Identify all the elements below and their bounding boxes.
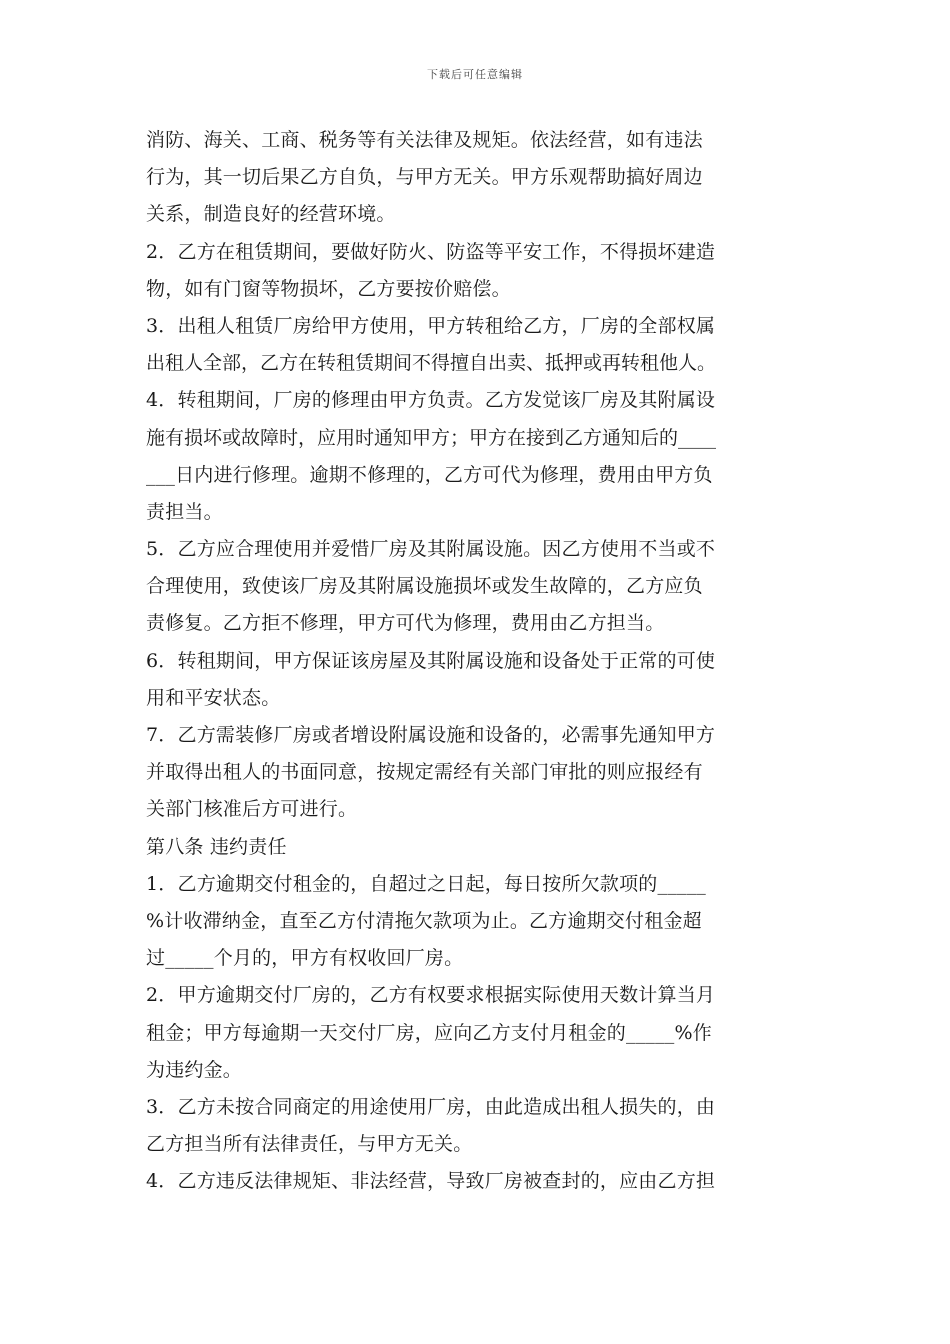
text-line: 消防、海关、工商、税务等有关法律及规矩。依法经营，如有违法 (146, 129, 703, 151)
text-line: 物，如有门窗等物损坏，乙方要按价赔偿。 (146, 277, 511, 300)
text-line: 出租人全部，乙方在转租赁期间不得擅自出卖、抵押或再转租他人。 (146, 352, 717, 375)
text-line: 7．乙方需装修厂房或者增设附属设施和设备的，必需事先通知甲方 (146, 724, 716, 746)
text-line: 5．乙方应合理使用并爱惜厂房及其附属设施。因乙方使用不当或不 (146, 538, 716, 561)
section-heading: 第八条 违约责任 (146, 835, 287, 858)
text-line: 行为，其一切后果乙方自负，与甲方无关。甲方乐观帮助搞好周边 (146, 166, 703, 189)
text-line: 为违约金。 (146, 1058, 243, 1081)
text-line: 责修复。乙方拒不修理，甲方可代为修理，费用由乙方担当。 (146, 612, 665, 635)
text-line: 用和平安状态。 (146, 686, 281, 709)
text-line: ___日内进行修理。逾期不修理的，乙方可代为修理，费用由甲方负 (146, 463, 713, 486)
text-line: 施有损坏或故障时，应用时通知甲方；甲方在接到乙方通知后的____ (146, 426, 717, 449)
text-line: 责担当。 (146, 500, 223, 523)
page-header: 下载后可任意编辑 (427, 68, 523, 81)
text-line: 关系，制造良好的经营环境。 (146, 203, 396, 226)
text-line: 3．乙方未按合同商定的用途使用厂房，由此造成出租人损失的，由 (146, 1095, 716, 1118)
document-body (146, 122, 808, 1200)
text-line: 关部门核准后方可进行。 (146, 798, 358, 821)
text-line: 过_____个月的，甲方有权收回厂房。 (146, 947, 464, 970)
text-line: 6．转租期间，甲方保证该房屋及其附属设施和设备处于正常的可使 (146, 649, 716, 672)
text-line: 4．转租期间，厂房的修理由甲方负责。乙方发觉该厂房及其附属设 (146, 389, 716, 412)
text-line: 3．出租人租赁厂房给甲方使用，甲方转租给乙方，厂房的全部权属 (146, 314, 716, 337)
text-line: 租金；甲方每逾期一天交付厂房，应向乙方支付月租金的_____%作 (146, 1021, 712, 1044)
text-line: 4．乙方违反法律规矩、非法经营，导致厂房被查封的，应由乙方担 (146, 1170, 716, 1193)
text-line: 2．甲方逾期交付厂房的，乙方有权要求根据实际使用天数计算当月 (146, 984, 716, 1007)
text-line: 乙方担当所有法律责任，与甲方无关。 (146, 1133, 473, 1156)
text-line: 合理使用，致使该厂房及其附属设施损坏或发生故障的，乙方应负 (146, 575, 703, 598)
text-line: 并取得出租人的书面同意，按规定需经有关部门审批的则应报经有 (146, 761, 703, 784)
text-line: 2．乙方在租赁期间，要做好防火、防盗等平安工作，不得损坏建造 (146, 240, 716, 263)
text-line: 1．乙方逾期交付租金的，自超过之日起，每日按所欠款项的_____ (146, 872, 706, 895)
text-line: %计收滞纳金，直至乙方付清拖欠款项为止。乙方逾期交付租金超 (146, 909, 702, 932)
